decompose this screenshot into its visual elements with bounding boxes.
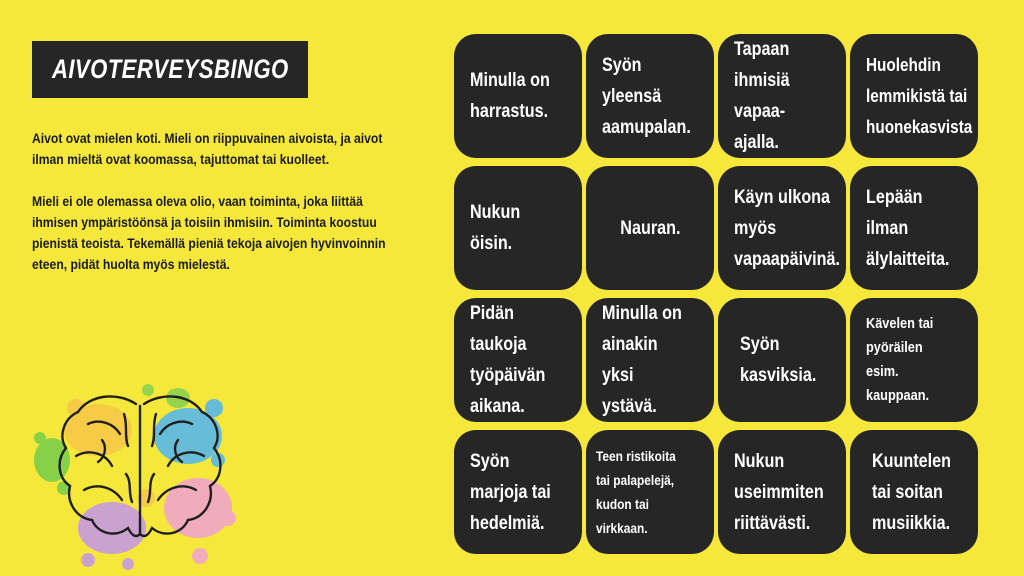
- bingo-cell[interactable]: [454, 298, 582, 422]
- bingo-cell-text: Nukun useimmiten riittävästi.: [734, 450, 824, 534]
- bingo-cell[interactable]: [850, 430, 978, 554]
- bingo-cell[interactable]: [718, 430, 846, 554]
- bingo-cell[interactable]: [718, 166, 846, 290]
- bingo-cell[interactable]: [586, 166, 714, 290]
- bingo-cell[interactable]: [454, 34, 582, 158]
- bingo-cell[interactable]: [850, 166, 978, 290]
- bingo-cell[interactable]: [718, 34, 846, 158]
- bingo-cell[interactable]: [850, 298, 978, 422]
- bingo-cell-text: Tapaan ihmisiä vapaa-ajalla.: [734, 39, 790, 153]
- bingo-cell[interactable]: [586, 430, 714, 554]
- bingo-cell-text: Syön yleensä aamupalan.: [602, 54, 691, 138]
- bingo-cell-text: Syön kasviksia.: [740, 334, 817, 386]
- bingo-cell-text: Pidän taukoja työpäivän aikana.: [470, 303, 546, 417]
- bingo-cell-text: Nukun öisin.: [470, 202, 521, 254]
- bingo-cell[interactable]: [718, 298, 846, 422]
- bingo-cell-text: Kävelen tai pyöräilen esim. kauppaan.: [866, 315, 934, 404]
- bingo-cell-text: Nauran.: [619, 217, 681, 239]
- bingo-cell-text: Lepään ilman älylaitteita.: [866, 186, 950, 270]
- bingo-cell-text: Kuuntelen tai soitan musiikkia.: [872, 450, 951, 534]
- bingo-cell-text: Syön marjoja tai hedelmiä.: [470, 450, 551, 534]
- bingo-cell[interactable]: [454, 166, 582, 290]
- bingo-cell-text: Käyn ulkona myös vapaapäivinä.: [734, 186, 840, 270]
- intro-paragraph-1: Aivot ovat mielen koti. Mieli on riippuvainen aivoista, ja aivot ilman mieltä ovat koomassa, tajuttomat tai kuolleet.: [32, 131, 383, 167]
- page-title: AIVOTERVEYSBINGO: [51, 54, 289, 84]
- title-banner: [32, 41, 308, 98]
- bingo-cell-text: Minulla on harrastus.: [470, 70, 550, 122]
- bingo-cell[interactable]: [586, 34, 714, 158]
- bingo-cell[interactable]: [850, 34, 978, 158]
- brain-illustration: [28, 378, 248, 576]
- bingo-cell-text: Minulla on ainakin yksi ystävä.: [602, 303, 682, 417]
- bingo-cell-text: Teen ristikoita tai palapelejä, kudon tai virkkaan.: [596, 448, 676, 536]
- bingo-cell[interactable]: [454, 430, 582, 554]
- bingo-cell[interactable]: [586, 298, 714, 422]
- bingo-cell-text: Huolehdin lemmikistä tai huonekasvista: [866, 54, 973, 137]
- intro-paragraph-2: Mieli ei ole olemassa oleva olio, vaan toiminta, joka liittää ihmisen ympäristöönsä ja toisiin ihmisiin. Toiminta koostuu pienistä teoista. Tekemällä pieniä tekoja aivojen hyvinvoinnin eteen, pidät huolta myös mielestä.: [32, 194, 386, 272]
- intro-text: [32, 128, 392, 296]
